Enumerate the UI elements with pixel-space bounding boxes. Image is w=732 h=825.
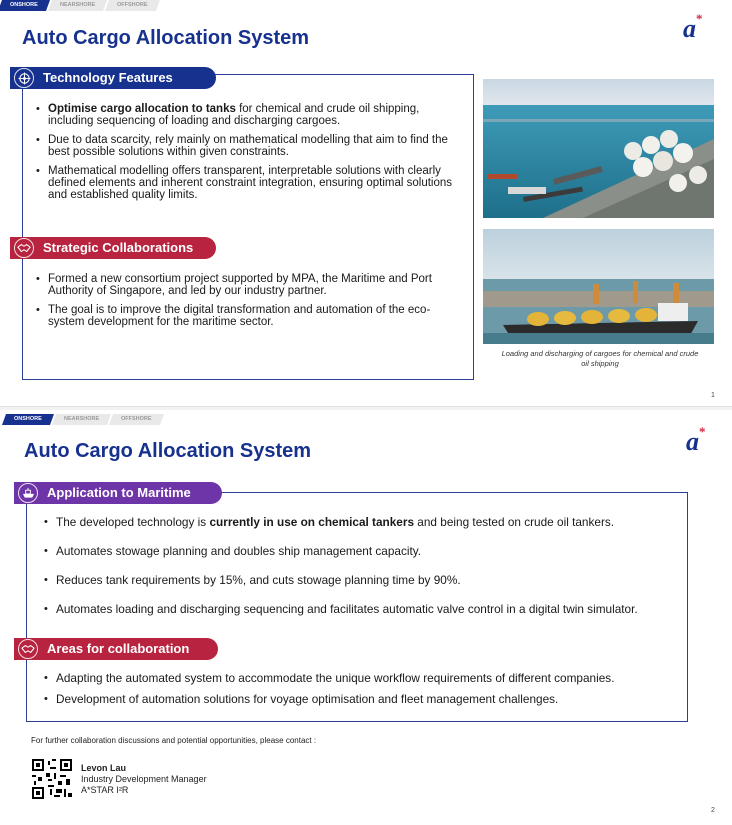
port-aerial-photo (483, 79, 714, 218)
slide-2 (0, 410, 732, 825)
section-header-technology: Technology Features (10, 67, 216, 89)
handshake-icon (14, 238, 34, 258)
list-item: • Automates stowage planning and doubles ship management capacity. (42, 545, 682, 557)
tanker-terminal-photo (483, 229, 714, 344)
page-number: 2 (711, 807, 715, 814)
contact-intro: For further collaboration discussions and potential opportunities, please contact : (31, 736, 317, 745)
contact-org: A*STAR I²R (81, 785, 129, 795)
slide-1 (0, 0, 732, 408)
section-header-areas: Areas for collaboration (14, 638, 218, 660)
list-item: • Formed a new consortium project supported by MPA, the Maritime and Port Authority of Singapore, and led by our industry partner. (34, 273, 466, 297)
contact-name: Levon Lau (81, 763, 127, 773)
page-title: Auto Cargo Allocation System (22, 27, 310, 49)
contact-card (81, 763, 207, 796)
list-item: • Optimise cargo allocation to tanks for chemical and crude oil shipping, including sequencing of loading and discharging cargoes. (34, 103, 466, 127)
tab-onshore[interactable]: ONSHORE (0, 0, 50, 11)
tab-offshore[interactable]: OFFSHORE (109, 414, 164, 425)
region-tabs (4, 414, 164, 425)
list-item: • Development of automation solutions for voyage optimisation and fleet management challenges. (42, 693, 686, 705)
list-item: • Due to data scarcity, rely mainly on mathematical modelling that aim to find the best possible solutions within given constraints. (34, 134, 466, 158)
network-globe-icon (14, 68, 34, 88)
areas-bullets (42, 672, 686, 705)
list-item: • The goal is to improve the digital transformation and automation of the eco-system development for the maritime sector. (34, 304, 466, 328)
tab-onshore[interactable]: ONSHORE (2, 414, 54, 425)
collaboration-bullets (34, 273, 466, 335)
tab-offshore[interactable]: OFFSHORE (105, 0, 160, 11)
list-item: • Automates loading and discharging sequencing and facilitates automatic valve control in a digital twin simulator. (42, 603, 682, 615)
contact-role: Industry Development Manager (81, 774, 207, 784)
page-number: 1 (711, 392, 715, 399)
technology-bullets (34, 103, 466, 208)
application-bullets (42, 516, 682, 615)
list-item: • The developed technology is currently in use on chemical tankers and being tested on crude oil tankers. (42, 516, 682, 528)
list-item: • Adapting the automated system to accommodate the unique workflow requirements of different companies. (42, 672, 686, 684)
region-tabs (0, 0, 160, 11)
tab-nearshore[interactable]: NEARSHORE (52, 414, 111, 425)
page-title: Auto Cargo Allocation System (24, 440, 312, 462)
photo-caption: Loading and discharging of cargoes for chemical and crude oil shipping (501, 349, 699, 368)
handshake-icon (18, 639, 38, 659)
qr-code[interactable] (32, 759, 72, 799)
list-item: • Mathematical modelling offers transparent, interpretable solutions with clearly defined elements and inherent constraint integration, ensuring optimal solutions and established quality limits. (34, 165, 466, 201)
tab-nearshore[interactable]: NEARSHORE (48, 0, 107, 11)
ship-icon (18, 483, 38, 503)
section-header-application: Application to Maritime (14, 482, 222, 504)
astar-logo: a* (686, 424, 706, 456)
section-header-collaborations: Strategic Collaborations (10, 237, 216, 259)
list-item: • Reduces tank requirements by 15%, and cuts stowage planning time by 90%. (42, 574, 682, 586)
astar-logo: a* (683, 11, 703, 43)
